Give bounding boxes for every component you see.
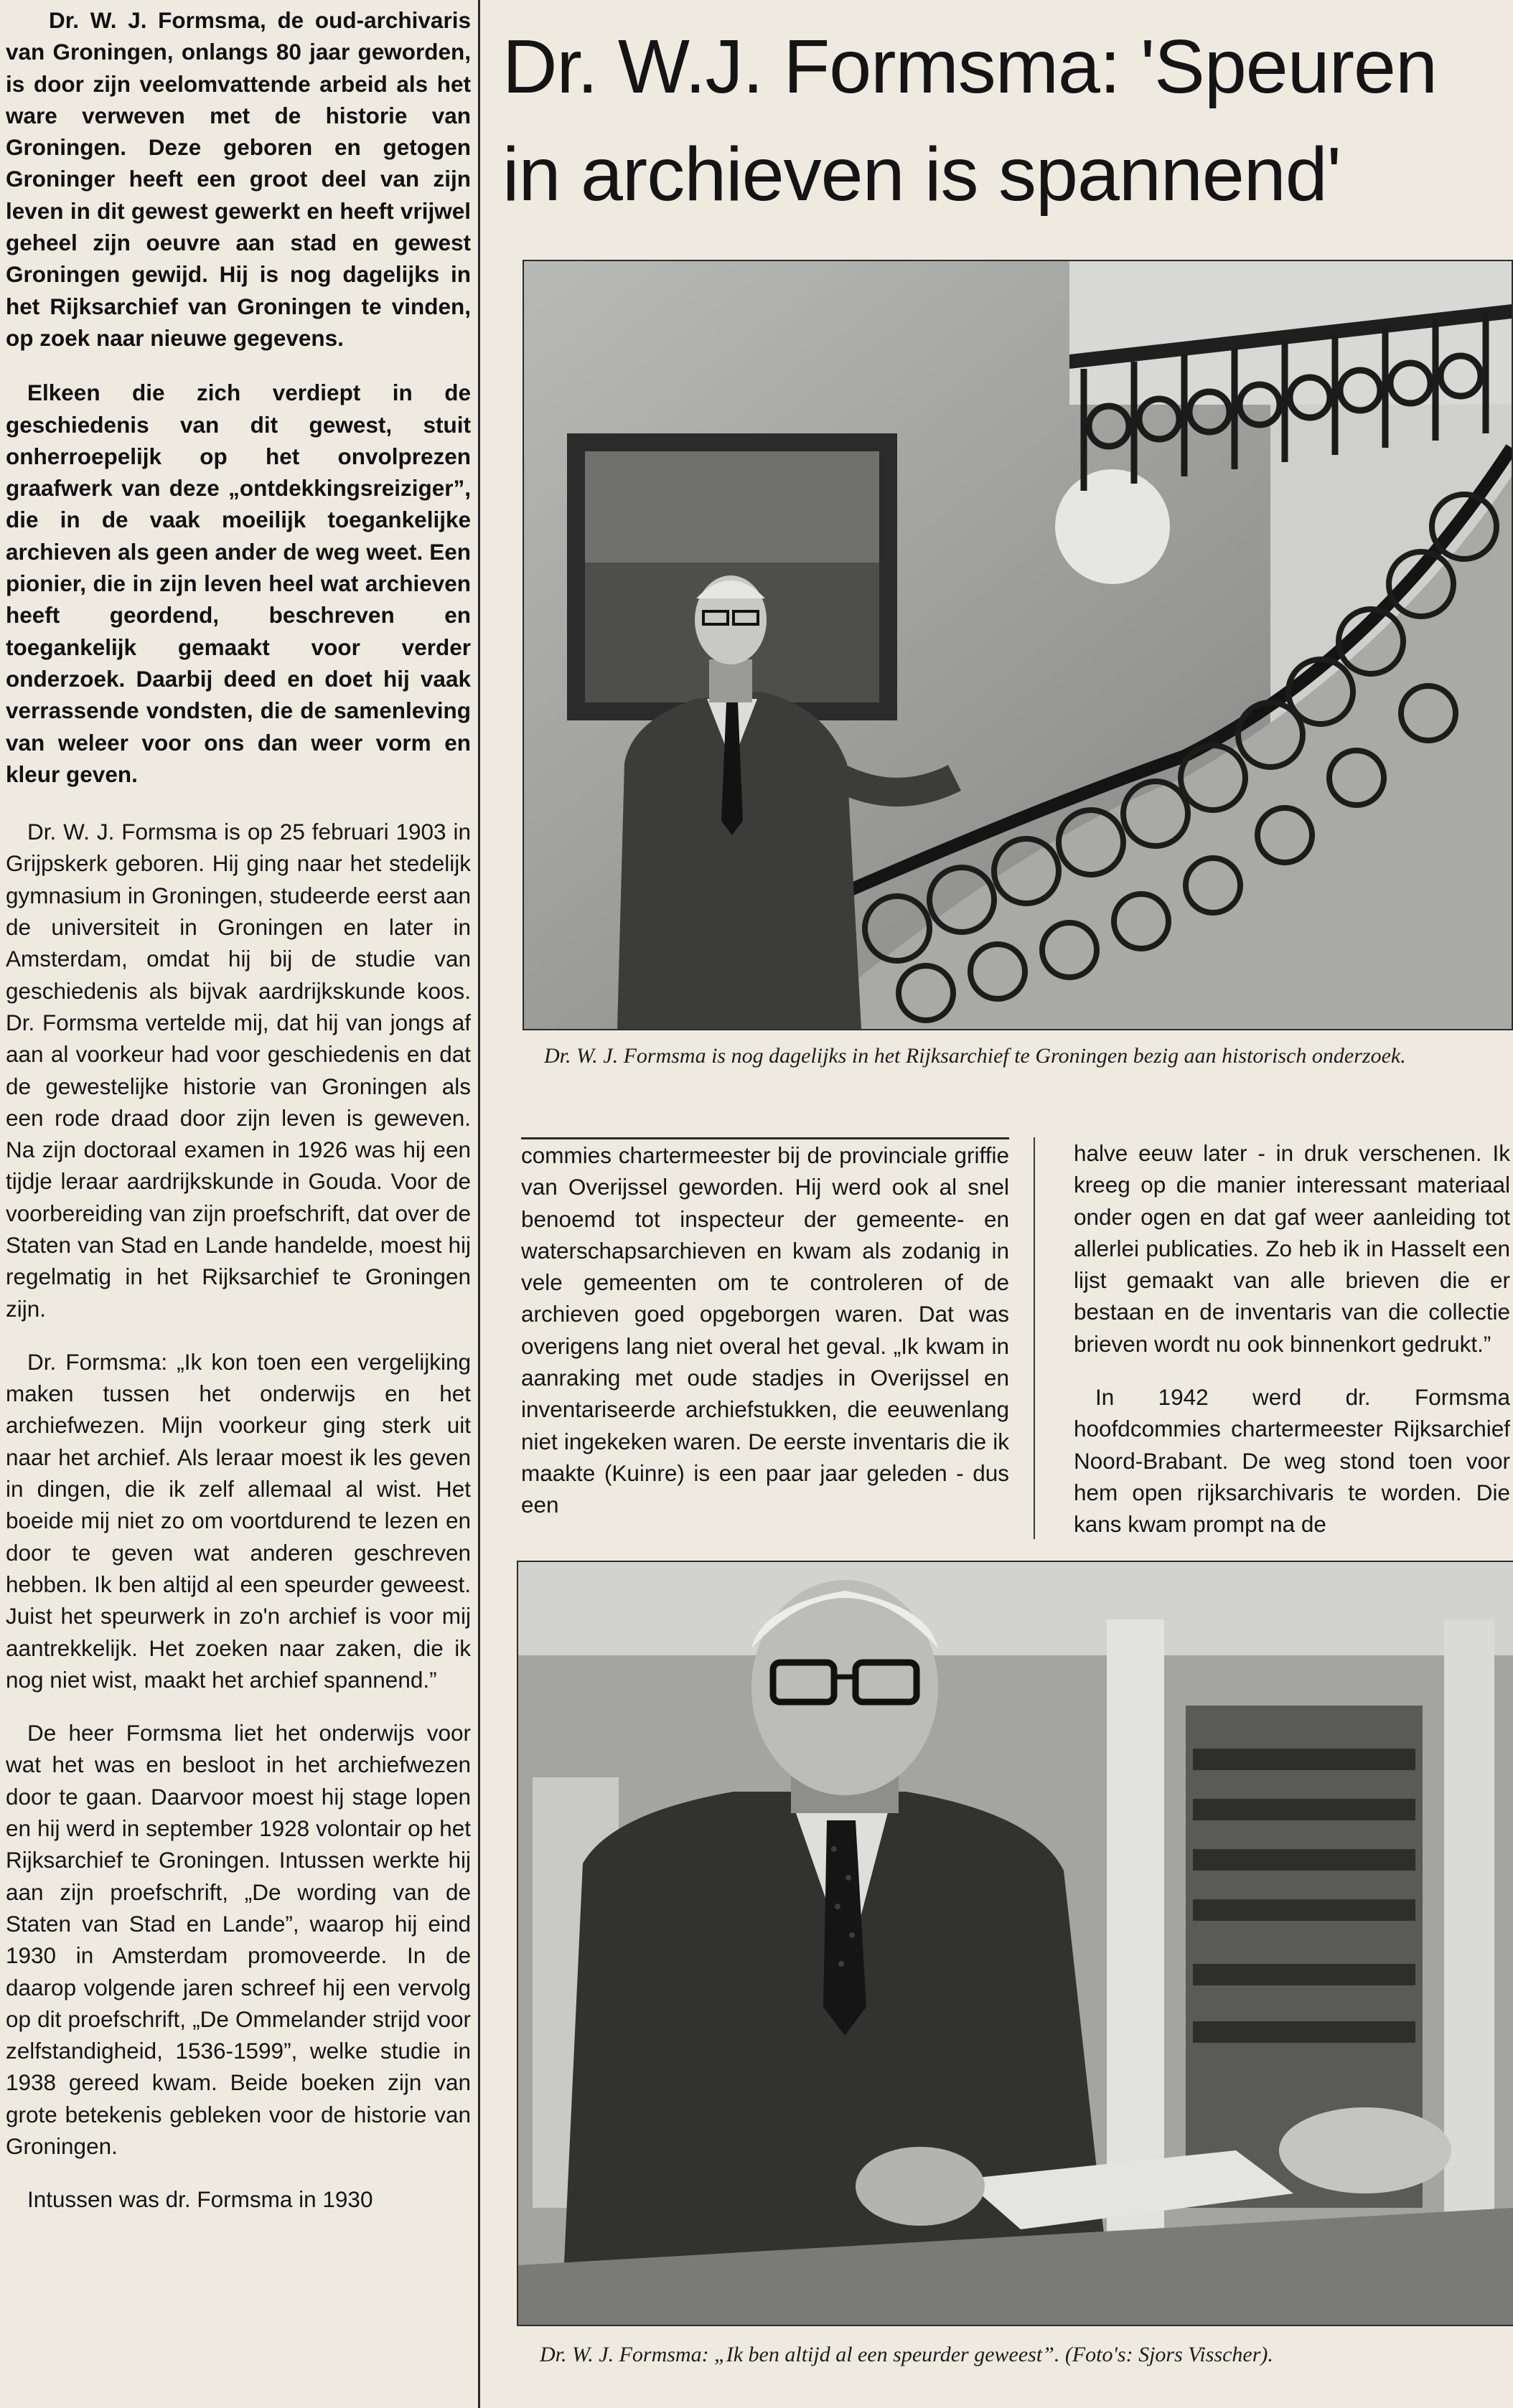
headline: Dr. W.J. Formsma: 'Speuren in archieven is spannend' xyxy=(502,24,1437,217)
body-paragraph: Dr. W. J. Formsma is op 25 februari 1903 in Grijpskerk geboren. Hij ging naar het stedelijk gymnasium in Groningen, studeerde eerst aan de universiteit in Groningen en later in Amsterdam, omdat hij bij de studie van geschiedenis als bijvak aardrijkskunde koos. Dr. Formsma vertelde mij, dat hij van jongs af aan al voorkeur had voor geschiedenis en dat de gewestelijke historie van Groningen als een rode draad door zijn leven is geweven. Na zijn doctoraal examen in 1926 was hij een tijdje leraar aardrijkskunde in Gouda. Voor de voorbereiding van zijn proefschrift, dat over de Staten van Stad en Lande handelde, moest hij regelmatig in het Rijksarchief te Groningen zijn. xyxy=(6,819,471,1322)
photo-caption-staircase: Dr. W. J. Formsma is nog dagelijks in het Rijksarchief te Groningen bezig aan historisch onderzoek. xyxy=(544,1044,1406,1068)
middle-column xyxy=(521,1137,1009,1545)
body-paragraph: In 1942 werd dr. Formsma hoofdcommies chartermeester Rijksarchief Noord-Brabant. De weg stond toen voor hem open rijksarchivaris te worden. Die kans kwam prompt na de xyxy=(1074,1384,1510,1538)
staircase-photo-image xyxy=(524,261,1512,1029)
lead-paragraph: Elkeen die zich verdiept in de geschiedenis van dit gewest, stuit onherroepelijk op het onvolprezen graafwerk van deze „ontdekkingsreiziger”, die in de vaak moeilijk toegankelijke archieven als geen ander de weg weet. Een pionier, die in zijn leven heel wat archieven heeft geordend, beschreven en toegankelijk gemaakt voor verder onderzoek. Daarbij deed en doet hij vaak verrassende vondsten, die de samenleving van weleer voor ons dan weer vorm en kleur geven. xyxy=(6,380,471,787)
body-paragraph: halve eeuw later - in druk verschenen. Ik kreeg op die manier interessant materiaal onder ogen en dat gaf weer aanleiding tot allerlei publicaties. Zo heb ik in Hasselt een lijst gemaakt van alle brieven die er bestaan en de inventaris van die collectie brieven wordt nu ook binnenkort gedrukt.” xyxy=(1074,1140,1510,1357)
body-paragraph: commies chartermeester bij de provinciale griffie van Overijssel geworden. Hij werd ook al snel benoemd tot inspecteur der gemeente- en waterschapsarchieven en kwam als zodanig in vele gemeenten om te controleren of de archieven goed opgeborgen waren. Dat was overigens lang niet overal het geval. „Ik kwam in aanraking met oude stadjes in Overijssel en inventariseerde archiefstukken, die eeuwenlang niet ingekeken waren. De eerste inventaris die ik maakte (Kuinre) is een paar jaar geleden - dus een xyxy=(521,1142,1009,1518)
photo-portrait xyxy=(517,1561,1513,2326)
photo-caption-portrait: Dr. W. J. Formsma: „Ik ben altijd al een speurder geweest”. (Foto's: Sjors Visscher). xyxy=(540,2343,1273,2366)
lead-intro xyxy=(0,0,478,790)
body-paragraph: De heer Formsma liet het onderwijs voor wat het was en besloot in het archiefwezen door te gaan. Daarvoor moest hij stage lopen en hij werd in september 1928 volontair op het Rijksarchief te Groningen. Intussen werkte hij aan zijn proefschrift, „De wording van de Staten van Stad en Lande”, waarop hij eind 1930 in Amsterdam promoveerde. In de daarop volgende jaren schreef hij een vervolg op dit proefschrift, „De Ommelander strijd voor zelfstandigheid, 1536-1599”, welke studie in 1938 gereed kwam. Beide boeken zijn van grote betekenis gebleken voor de historie van Groningen. xyxy=(6,1720,471,2159)
right-column xyxy=(1074,1137,1510,1543)
body-paragraph: Intussen was dr. Formsma in 1930 xyxy=(27,2186,373,2213)
column-divider xyxy=(1034,1137,1035,1539)
photo-staircase xyxy=(523,260,1513,1030)
left-column xyxy=(0,0,480,2408)
portrait-photo-image xyxy=(518,1562,1513,2325)
body-paragraph: Dr. Formsma: „Ik kon toen een vergelijking maken tussen het onderwijs en het archiefwezen. Mijn voorkeur ging sterk uit naar het archief. Als leraar moest ik les geven in dingen, die ik zelf allemaal al wist. Het boeide mij niet zo om voortdurend te lezen en door te geven wat anderen geschreven hebben. Ik ben altijd al een speurder geweest. Juist het speurwerk in zo'n archief is voor mij aantrekkelijk. Het zoeken naar zaken, die ik nog niet wist, maakt het archief spannend.” xyxy=(6,1348,471,1693)
lead-paragraph: Dr. W. J. Formsma, de oud-archivaris van Groningen, onlangs 80 jaar geworden, is door zijn veelomvattende arbeid als het ware verweven met de historie van Groningen. Deze geboren en getogen Groninger heeft een groot deel van zijn leven in dit gewest gewerkt en heeft vrijwel geheel zijn oeuvre aan stad en gewest Groningen gewijd. Hij is nog dagelijks in het Rijksarchief van Groningen te vinden, op zoek naar nieuwe gegevens. xyxy=(6,7,471,351)
body-left xyxy=(0,813,478,2215)
